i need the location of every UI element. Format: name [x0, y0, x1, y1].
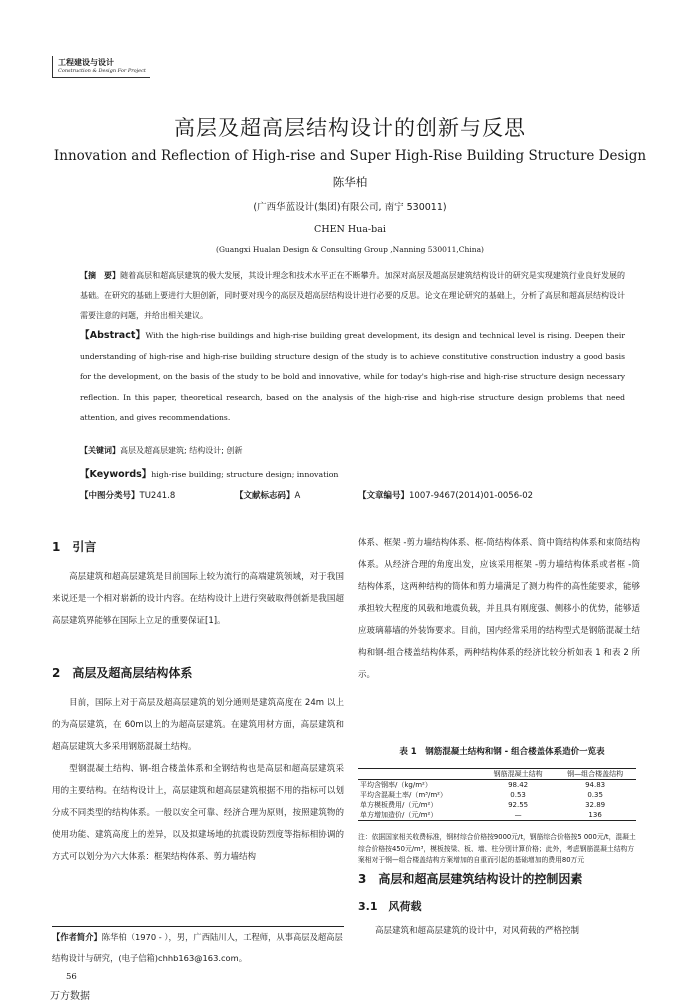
- page-number: 56: [66, 972, 77, 982]
- clc-number: [80, 489, 175, 501]
- keywords-zh: [80, 445, 242, 456]
- section-3-heading: 3 高层和超高层建筑结构设计的控制因素: [358, 872, 583, 886]
- keywords-en-label: 【Keywords】: [80, 469, 152, 480]
- table-cell: 136: [554, 810, 636, 821]
- article-number-label: 【文章编号】: [358, 491, 410, 501]
- table-1: [358, 769, 636, 821]
- abstract-en-label: 【Abstract】: [80, 330, 146, 341]
- table-cell: 92.55: [508, 801, 529, 809]
- table-row: [358, 810, 636, 821]
- table-row: [358, 800, 636, 810]
- table-row: [358, 790, 636, 800]
- section-2-text-1: 目前，国际上对于高层及超高层建筑的划分通则是建筑高度在 24m 以上的为高层建筑，在 60m以上的为超高层建筑。在建筑用材方面，高层建筑和超高层建筑大多采用钢筋混凝土结构。: [52, 698, 344, 752]
- table-1-title: 表 1 钢筋混凝土结构和钢 - 组合楼盖体系造价一览表: [399, 747, 605, 757]
- table-header-row: [358, 769, 636, 780]
- journal-header-rule: [52, 56, 53, 78]
- article-title-zh: 高层及超高层结构设计的创新与反思: [174, 116, 526, 140]
- table-cell: 单方模板费用/（元/m²）: [360, 801, 438, 809]
- article-number: [358, 489, 533, 501]
- section-1-text: 高层建筑和超高层建筑是目前国际上较为流行的高端建筑领域，对于我国来说还是一个相对崭新的设计内容。在结构设计上进行突破取得创新是我国超高层建筑界能够在国际上立足的重要保证[1]。: [52, 572, 344, 626]
- abstract-zh-label: 【摘 要】: [80, 271, 121, 280]
- table-cell: 0.35: [587, 791, 603, 799]
- section-2-paragraph-1: [52, 692, 344, 758]
- table-cell: 平均含钢率/（kg/m²）: [360, 781, 432, 789]
- keywords-zh-text: 高层及超高层建筑; 结构设计; 创新: [120, 446, 243, 455]
- section-2-text-2: 型钢混凝土结构、钢-组合楼盖体系和全钢结构也是高层和超高层建筑采用的主要结构。在结构设计上，高层建筑和超高层建筑根据不用的指标可以划分成不同类型的结构体系。一般以安全可靠、经济合理为原则，按照建筑物的使用功能、建筑高度上的差异，以及拟建场地的抗震设防烈度等指标相协调的方式可以划分为六大体系：框架结构体系、剪力墙结构: [52, 764, 344, 862]
- table-header-cell: 钢—组合楼盖结构: [554, 769, 636, 780]
- author-note-label: 【作者简介】: [52, 932, 102, 942]
- right-column-paragraph: 体系、框架 -剪力墙结构体系、框-筒结构体系、筒中筒结构体系和束筒结构体系。从经济合理的角度出发，应该采用框架 -剪力墙结构体系或者框 -筒结构体系，这两种结构的筒体和剪力墙满足了测力构件的高性能要求，能够承担较大程度的风载和地震负载，并且具有刚度强、侧移小的优势，能够适应玻璃幕墙的外装饰要求。目前，国内经常采用的结构型式是钢筋混凝土结构和钢-组合楼盖结构体系，两种结构体系的经济比较分析如表 1 和表 2 所示。: [358, 538, 640, 680]
- document-code-label: 【文献标志码】: [235, 491, 295, 501]
- table-row: [358, 780, 636, 791]
- abstract-zh-text: 随着高层和超高层建筑的极大发展，其设计理念和技术水平正在不断攀升。加深对高层及超高层建筑结构设计的研究是实现建筑行业良好发展的基础。在研究的基础上要进行大胆创新，同时要对现今的高层及超高层结构设计进行必要的反思。论文在理论研究的基础上，分析了高层和超高层结构设计需要注意的问题，并给出相关建议。: [80, 271, 625, 320]
- journal-name: 工程建设与设计: [58, 58, 114, 67]
- author-note-text: 陈华柏（1970 - ），男，广西陆川人，工程师，从事高层及超高层结构设计与研究，(电子信箱)chhb163@163.com。: [52, 932, 343, 963]
- abstract-en: [80, 326, 625, 429]
- table-cell: 98.42: [508, 781, 529, 789]
- clc-label: 【中图分类号】: [80, 491, 140, 501]
- clc-value: TU241.8: [139, 491, 176, 501]
- article-title-en: Innovation and Reflection of High-rise and Super High-Rise Building Structure Design: [53, 148, 647, 164]
- table-header-cell: [358, 769, 482, 780]
- section-3-1-text: 高层建筑和超高层建筑的设计中，对风荷载的严格控制: [375, 926, 580, 936]
- table-cell: 单方增加造价/（元/m²）: [358, 810, 482, 821]
- author-name-en: CHEN Hua-bai: [314, 224, 386, 235]
- table-cell: 0.53: [510, 791, 526, 799]
- table-cell: —: [482, 810, 554, 821]
- document-code: [235, 489, 300, 501]
- keywords-en-text: high-rise building; structure design; innovation: [151, 470, 339, 479]
- section-2-paragraph-2: [52, 758, 344, 868]
- journal-subtitle: Construction & Design For Project: [58, 68, 146, 74]
- table-cell: 平均含混凝土率/（m³/m²）: [360, 791, 447, 799]
- document-code-value: A: [294, 491, 301, 501]
- section-3-1-heading: 3.1 风荷载: [358, 900, 422, 913]
- keywords-en: [80, 466, 338, 480]
- table-cell: 94.83: [585, 781, 606, 789]
- abstract-zh: [80, 266, 625, 326]
- journal-header-underline: [52, 77, 150, 78]
- table-1-note: 注：依据国家相关收费标准，钢材综合价格按9000元/t，钢筋综合价格按5 000元/t，混凝土综合价格按450元/m³，模板按梁、板、墙、柱分别计算价格；此外，考虑钢筋混凝土结构方案相对于钢—组合楼盖结构方案增加的自重而引起的基础增加的费用80万元: [358, 833, 636, 864]
- abstract-en-text: With the high-rise buildings and high-rise building great development, its design and technical level is rising. Deepen their understanding of high-rise and high-rise building structure design of the study is to achieve constitutive construction industry a good basis for the development, on the basis of the study to be bold and innovative, while for today's high-rise and high-rise structure design necessary reflection. In this paper, theoretical research, based on the analysis of the high-rise and high-rise structure design problems that need attention, and gives recommendations.: [80, 331, 625, 422]
- affiliation-en: (Guangxi Hualan Design & Consulting Group ,Nanning 530011,China): [216, 245, 484, 254]
- section-3-1-paragraph: [358, 920, 640, 942]
- section-1-heading: 1 引言: [52, 540, 97, 554]
- section-2-heading: 2 高层及超高层结构体系: [52, 666, 193, 680]
- footer-watermark: 万方数据: [50, 991, 90, 1002]
- keywords-zh-label: 【关键词】: [80, 446, 120, 455]
- table-cell: 32.89: [585, 801, 606, 809]
- article-number-value: 1007-9467(2014)01-0056-02: [409, 491, 534, 501]
- section-1-paragraph: [52, 566, 344, 632]
- author-note: [52, 927, 344, 969]
- table-header-cell: 钢筋混凝土结构: [482, 769, 554, 780]
- affiliation-zh: (广西华蓝设计(集团)有限公司, 南宁 530011): [253, 202, 447, 213]
- author-name-zh: 陈华柏: [332, 175, 368, 189]
